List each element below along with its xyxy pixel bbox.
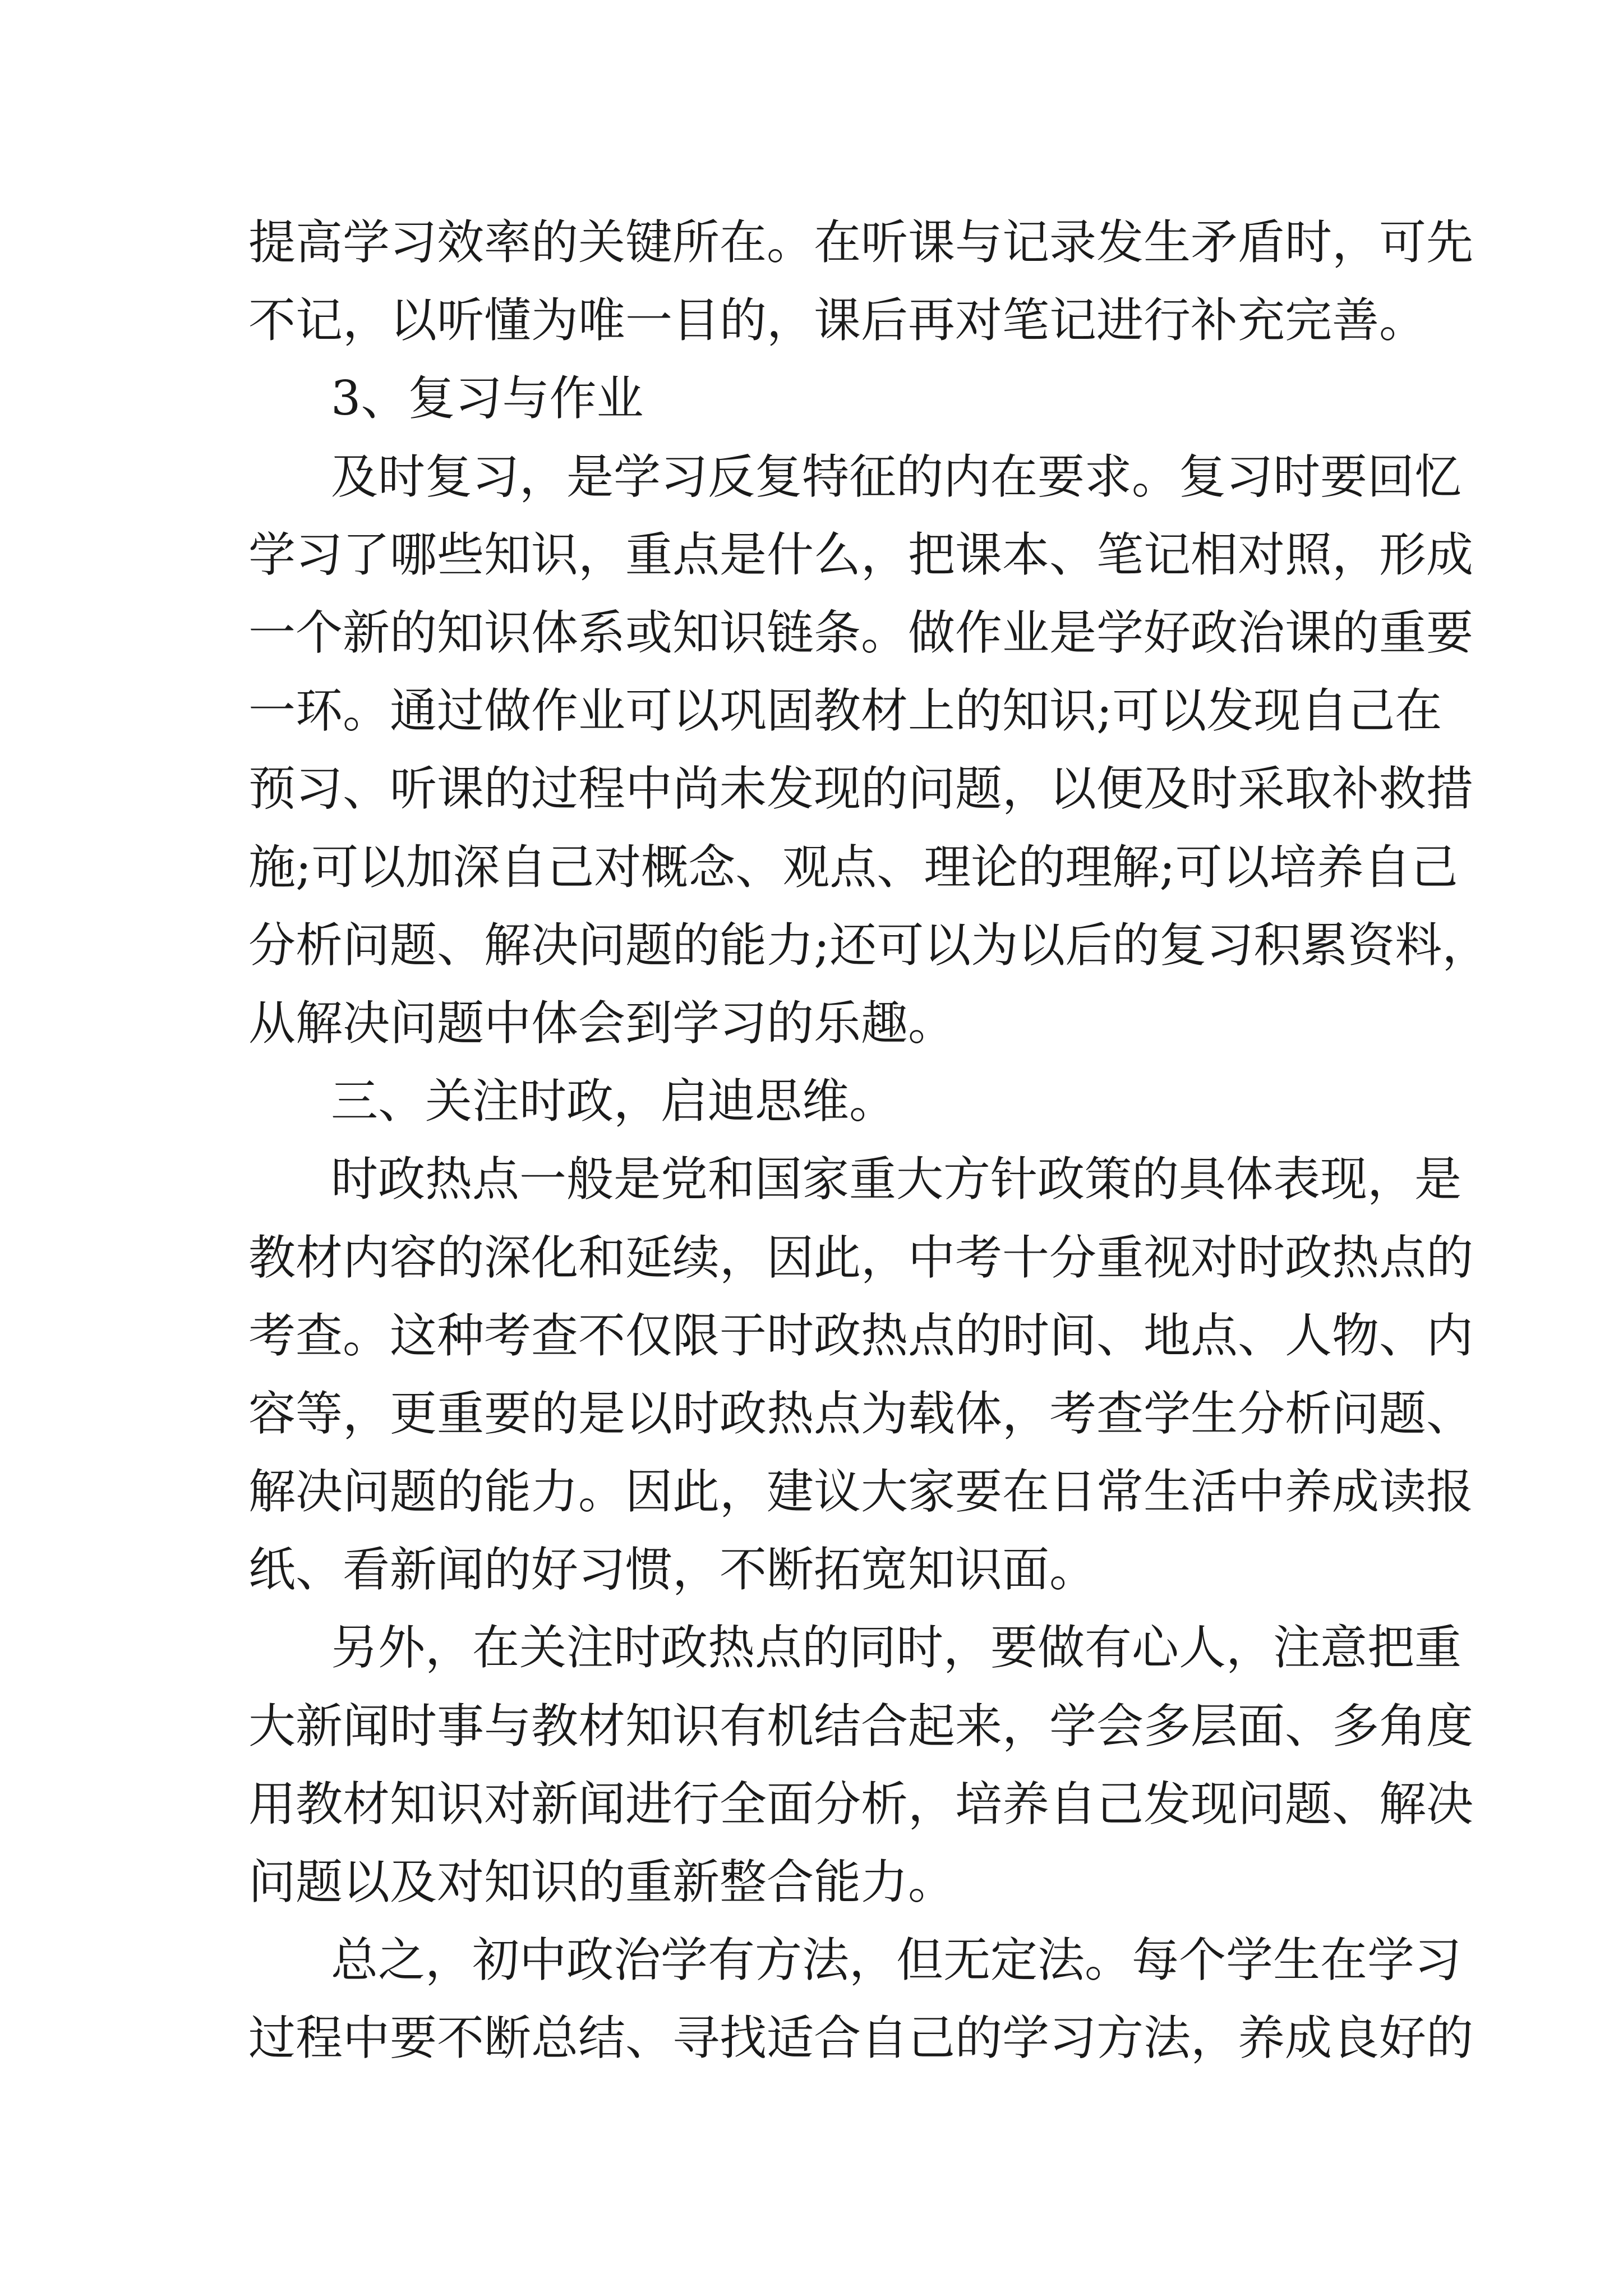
body-line: 容等，更重要的是以时政热点为载体，考查学生分析问题、 [248, 1386, 1474, 1441]
body-line: 总之，初中政治学有方法，但无定法。每个学生在学习 [331, 1932, 1462, 1987]
body-line: 另外，在关注时政热点的同时，要做有心人，注意把重 [331, 1620, 1462, 1675]
body-line: 用教材知识对新闻进行全面分析，培养自己发现问题、解决 [248, 1777, 1474, 1832]
body-line: 从解决问题中体会到学习的乐趣。 [248, 996, 956, 1051]
body-line: 不记，以听懂为唯一目的，课后再对笔记进行补充完善。 [248, 293, 1427, 348]
body-line: 预习、听课的过程中尚未发现的问题，以便及时采取补救措 [248, 761, 1474, 816]
body-line: 大新闻时事与教材知识有机结合起来，学会多层面、多角度 [248, 1699, 1474, 1754]
section-heading: 3、复习与作业 [331, 371, 644, 426]
body-line: 一环。通过做作业可以巩固教材上的知识;可以发现自己在 [248, 683, 1442, 738]
body-line: 学习了哪些知识，重点是什么，把课本、笔记相对照，形成 [248, 527, 1474, 582]
body-line: 解决问题的能力。因此，建议大家要在日常生活中养成读报 [248, 1464, 1474, 1519]
body-line: 纸、看新闻的好习惯，不断拓宽知识面。 [248, 1542, 1097, 1597]
body-line: 过程中要不断总结、寻找适合自己的学习方法，养成良好的 [248, 2010, 1474, 2065]
body-line: 考查。这种考查不仅限于时政热点的时间、地点、人物、内 [248, 1308, 1474, 1363]
body-line: 提高学习效率的关键所在。在听课与记录发生矛盾时，可先 [248, 215, 1474, 270]
section-heading: 三、关注时政，启迪思维。 [331, 1074, 897, 1129]
body-line: 问题以及对知识的重新整合能力。 [248, 1855, 956, 1910]
body-line: 分析问题、解决问题的能力;还可以为以后的复习积累资料， [248, 918, 1490, 973]
body-line: 一个新的知识体系或知识链条。做作业是学好政治课的重要 [248, 605, 1474, 660]
body-line: 时政热点一般是党和国家重大方针政策的具体表现，是 [331, 1152, 1462, 1207]
body-line: 教材内容的深化和延续，因此，中考十分重视对时政热点的 [248, 1230, 1474, 1285]
body-line: 及时复习，是学习反复特征的内在要求。复习时要回忆 [331, 449, 1462, 504]
body-line: 施;可以加深自己对概念、观点、理论的理解;可以培养自己 [248, 840, 1458, 895]
